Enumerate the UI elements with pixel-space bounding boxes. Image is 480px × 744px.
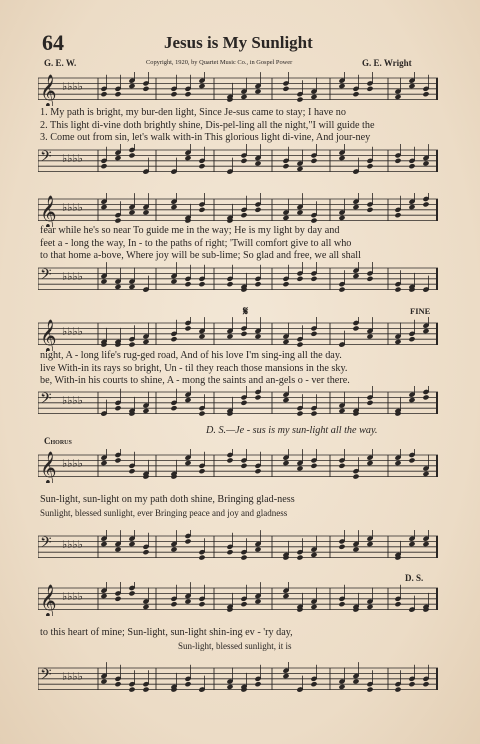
svg-text:♭♭♭♭: ♭♭♭♭	[62, 152, 83, 165]
chorus-label: Chorus	[44, 436, 72, 446]
fine-marking: FINE	[410, 306, 431, 316]
treble-staff	[38, 449, 438, 483]
svg-text:♭♭♭♭: ♭♭♭♭	[62, 670, 83, 683]
treble-staff	[38, 193, 438, 227]
segno-sign: 𝄋	[243, 304, 249, 318]
treble-staff	[38, 72, 438, 106]
lyric-line: night, A - long life's rug-ged road, And of his love I'm sing-ing all the day.	[40, 350, 342, 361]
bass-staff	[38, 662, 438, 696]
lyric-line: Sunlight, blessed sunlight, ever Bringing peace and joy and gladness	[40, 507, 288, 518]
svg-text:𝄞: 𝄞	[40, 195, 57, 227]
svg-text:𝄞: 𝄞	[40, 74, 57, 106]
svg-text:𝄢: 𝄢	[40, 666, 52, 687]
svg-text:♭♭♭♭: ♭♭♭♭	[62, 457, 83, 470]
svg-text:𝄢: 𝄢	[40, 534, 52, 555]
bass-staff	[38, 262, 438, 296]
svg-text:♭♭♭♭: ♭♭♭♭	[62, 590, 83, 603]
treble-staff	[38, 317, 438, 351]
lyric-line: to this heart of mine; Sun-light, sun-light shin-ing ev - 'ry day,	[40, 627, 293, 638]
svg-text:♭♭♭♭: ♭♭♭♭	[62, 270, 83, 283]
lyric-line: 1. My path is bright, my bur-den light, Since Je-sus came to stay; I have no	[40, 107, 346, 118]
chorus-lines	[40, 627, 293, 652]
ds-marking: D. S.	[405, 573, 424, 583]
lyric-line: feet a - long the way, In - to the paths of right; 'Twill comfort give to all who	[40, 237, 352, 249]
lyric-line: 3. Come out from sin, let's walk with-in This glorious light di-vine, And jour-ney	[40, 132, 371, 144]
lyric-line: Sun-light, blessed sunlight, it is	[178, 640, 292, 651]
lyric-line: fear while he's so near To guide me in the way; He is my light by day and	[40, 225, 340, 236]
svg-text:♭♭♭♭: ♭♭♭♭	[62, 80, 83, 93]
svg-text:♭♭♭♭: ♭♭♭♭	[62, 201, 83, 214]
music-credit: G. E. Wright	[362, 58, 412, 68]
bass-staff	[38, 386, 438, 420]
lyric-line: 2. This light di-vine doth brightly shine, Dis-pel-ling all the night,"I will guide the	[40, 119, 375, 131]
hymn-title: Jesus is My Sunlight	[164, 33, 313, 52]
lyric-line: Sun-light, sun-light on my path doth shine, Bringing glad-ness	[40, 494, 295, 505]
svg-text:𝄞: 𝄞	[40, 451, 57, 483]
svg-text:𝄞: 𝄞	[40, 319, 57, 351]
bass-staff	[38, 530, 438, 564]
verse-lines	[40, 350, 350, 388]
hymn-number: 64	[42, 30, 64, 55]
chorus-lines	[40, 494, 295, 519]
lyric-line: be, With-in his courts to shine, A - mong the saints and an-gels o - ver there.	[40, 375, 350, 387]
copyright-notice: Copyright, 1920, by Quartet Music Co., in Gospel Power	[146, 59, 293, 66]
verse-lines	[40, 225, 361, 263]
svg-text:♭♭♭♭: ♭♭♭♭	[62, 538, 83, 551]
svg-text:♭♭♭♭: ♭♭♭♭	[62, 325, 83, 338]
words-credit: G. E. W.	[44, 58, 77, 68]
ds-lyric-line: D. S.—Je - sus is my sun-light all the way.	[206, 425, 378, 436]
verse-lines	[40, 107, 374, 145]
lyric-line: to that home a-bove, Where joy will be sub-lime; So glad and free, we all shall	[40, 250, 361, 262]
svg-text:𝄞: 𝄞	[40, 584, 57, 616]
treble-staff	[38, 582, 438, 616]
svg-text:𝄢: 𝄢	[40, 390, 52, 411]
lyric-line: live With-in its rays so bright, Un - til they reach those mansions in the sky.	[40, 362, 348, 374]
svg-text:𝄢: 𝄢	[40, 266, 52, 287]
svg-text:♭♭♭♭: ♭♭♭♭	[62, 394, 83, 407]
bass-staff	[38, 144, 438, 178]
svg-text:𝄢: 𝄢	[40, 148, 52, 169]
